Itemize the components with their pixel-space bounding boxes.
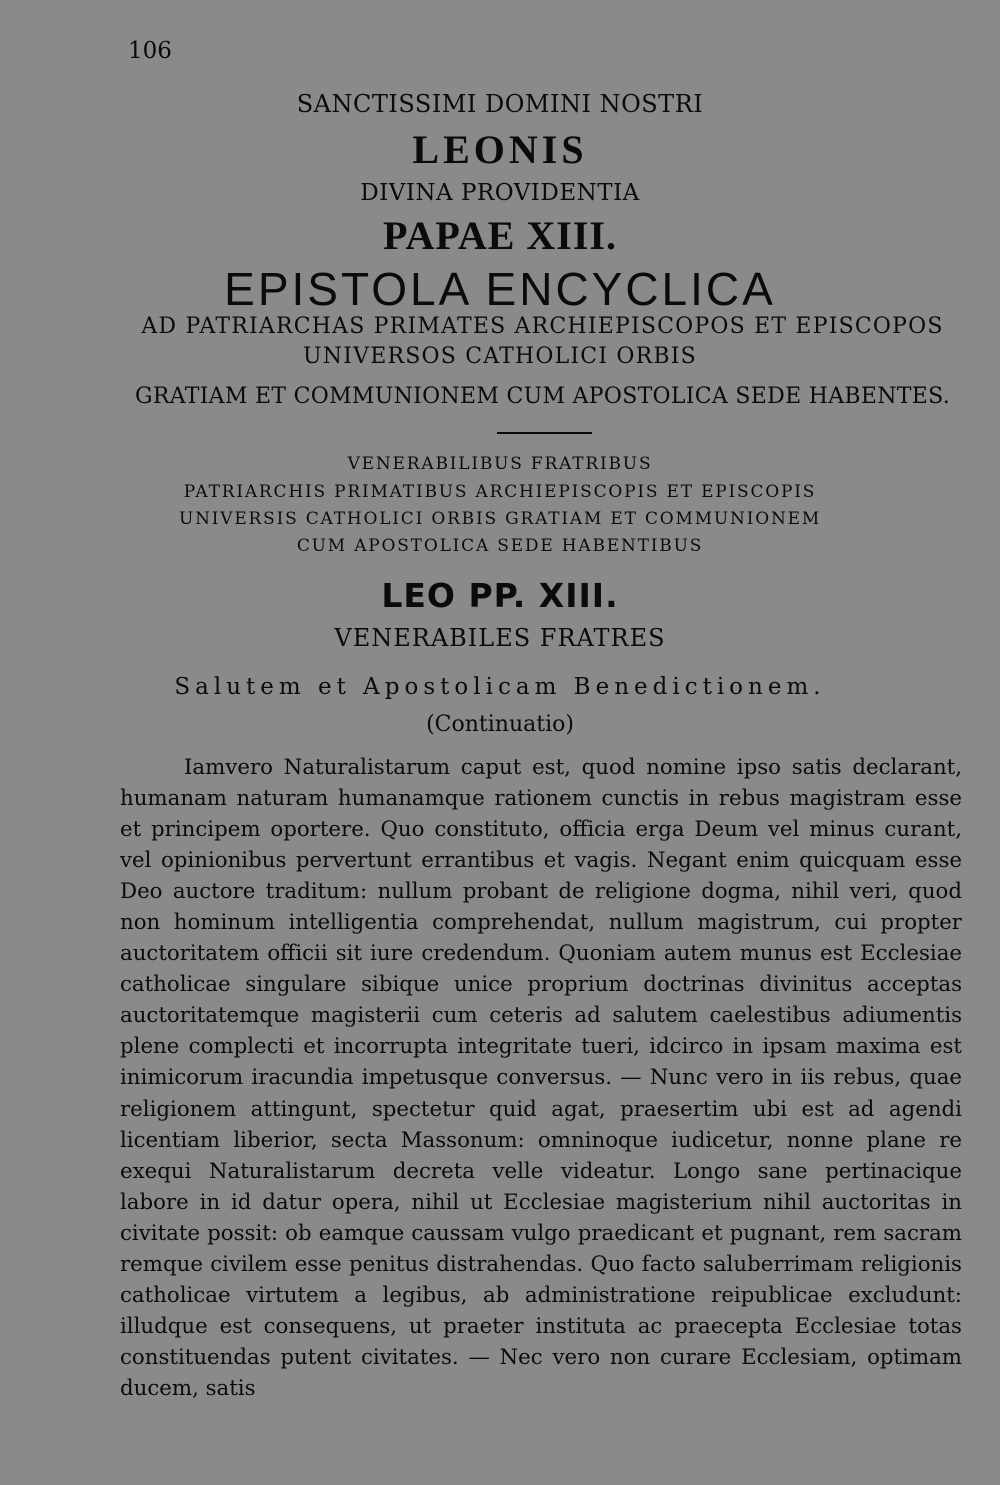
pope-title: PAPAE XIII. xyxy=(383,213,617,258)
address-line-3: GRATIAM ET COMMUNIONEM CUM APOSTOLICA SEDE HABENTES. xyxy=(135,384,950,409)
salutation-line-2: PATRIARCHIS PRIMATIBUS ARCHIEPISCOPIS ET EPISCOPIS xyxy=(183,482,817,502)
document-type-heading: EPISTOLA ENCYCLICA xyxy=(224,263,776,315)
continuation-label: (Continuatio) xyxy=(426,712,574,737)
address-heading: VENERABILES FRATRES xyxy=(334,624,666,652)
greeting: Salutem et Apostolicam Benedictionem. xyxy=(174,674,826,700)
pope-name: LEONIS xyxy=(412,127,588,172)
page-number: 106 xyxy=(128,38,172,64)
body-text xyxy=(120,752,962,1404)
header-line-3: DIVINA PROVIDENTIA xyxy=(360,180,640,206)
salutation-line-3: UNIVERSIS CATHOLICI ORBIS GRATIAM ET COMMUNIONEM xyxy=(178,509,822,529)
body-paragraph: Iamvero Naturalistarum caput est, quod nomine ipso satis declarant, humanam naturam humanamque rationem cunctis in rebus magistram esse et principem oportere. Quo constituto, officia erga Deum vel minus curant, vel opinionibus pervertunt errantibus et vagis. Negant enim quicquam esse Deo auctore traditum: nullum probant de religione dogma, nihil veri, quod non hominum intelligentia comprehendat, nullum magistrum, cui propter auctoritatem officii sit iure credendum. Quoniam autem munus est Ecclesiae catholicae singulare sibique unice proprium doctrinas divinitus acceptas auctoritatemque magisterii cum ceteris ad salutem caelestibus adiumentis plene complecti et incorrupta integritate tueri, idcirco in ipsam maxima est inimicorum iracundia impetusque conversus. — Nunc vero in iis rebus, quae religionem attingunt, spectetur quid agat, praesertim ubi est ad agendi licentiam liberior, secta Massonum: omninoque iudicetur, nonne plane re exequi Naturalistarum decreta velle videatur. Longo sane pertinacique labore in id datur opera, nihil ut Ecclesiae magisterium nihil auctoritas in civitate possit: ob eamque caussam vulgo praedicant et pugnant, rem sacram remque civilem esse penitus distrahendas. Quo facto saluberrimam religionis catholicae virtutem a legibus, ab administratione reipublicae excludunt: illudque est consequens, ut praeter instituta ac praecepta Ecclesiae totas constituendas putent civitates. — Nec vero non curare Ecclesiam, optimam ducem, satis xyxy=(120,755,962,1401)
address-line-2: UNIVERSOS CATHOLICI ORBIS xyxy=(303,344,697,369)
divider-rule xyxy=(497,432,592,434)
salutation-line-4: CUM APOSTOLICA SEDE HABENTIBUS xyxy=(296,536,704,556)
header-line-1: SANCTISSIMI DOMINI NOSTRI xyxy=(296,90,704,118)
salutation-line-1: VENERABILIBUS FRATRIBUS xyxy=(347,454,653,474)
signature: LEO PP. XIII. xyxy=(381,576,619,615)
address-line-1: AD PATRIARCHAS PRIMATES ARCHIEPISCOPOS ET EPISCOPOS xyxy=(141,314,944,339)
